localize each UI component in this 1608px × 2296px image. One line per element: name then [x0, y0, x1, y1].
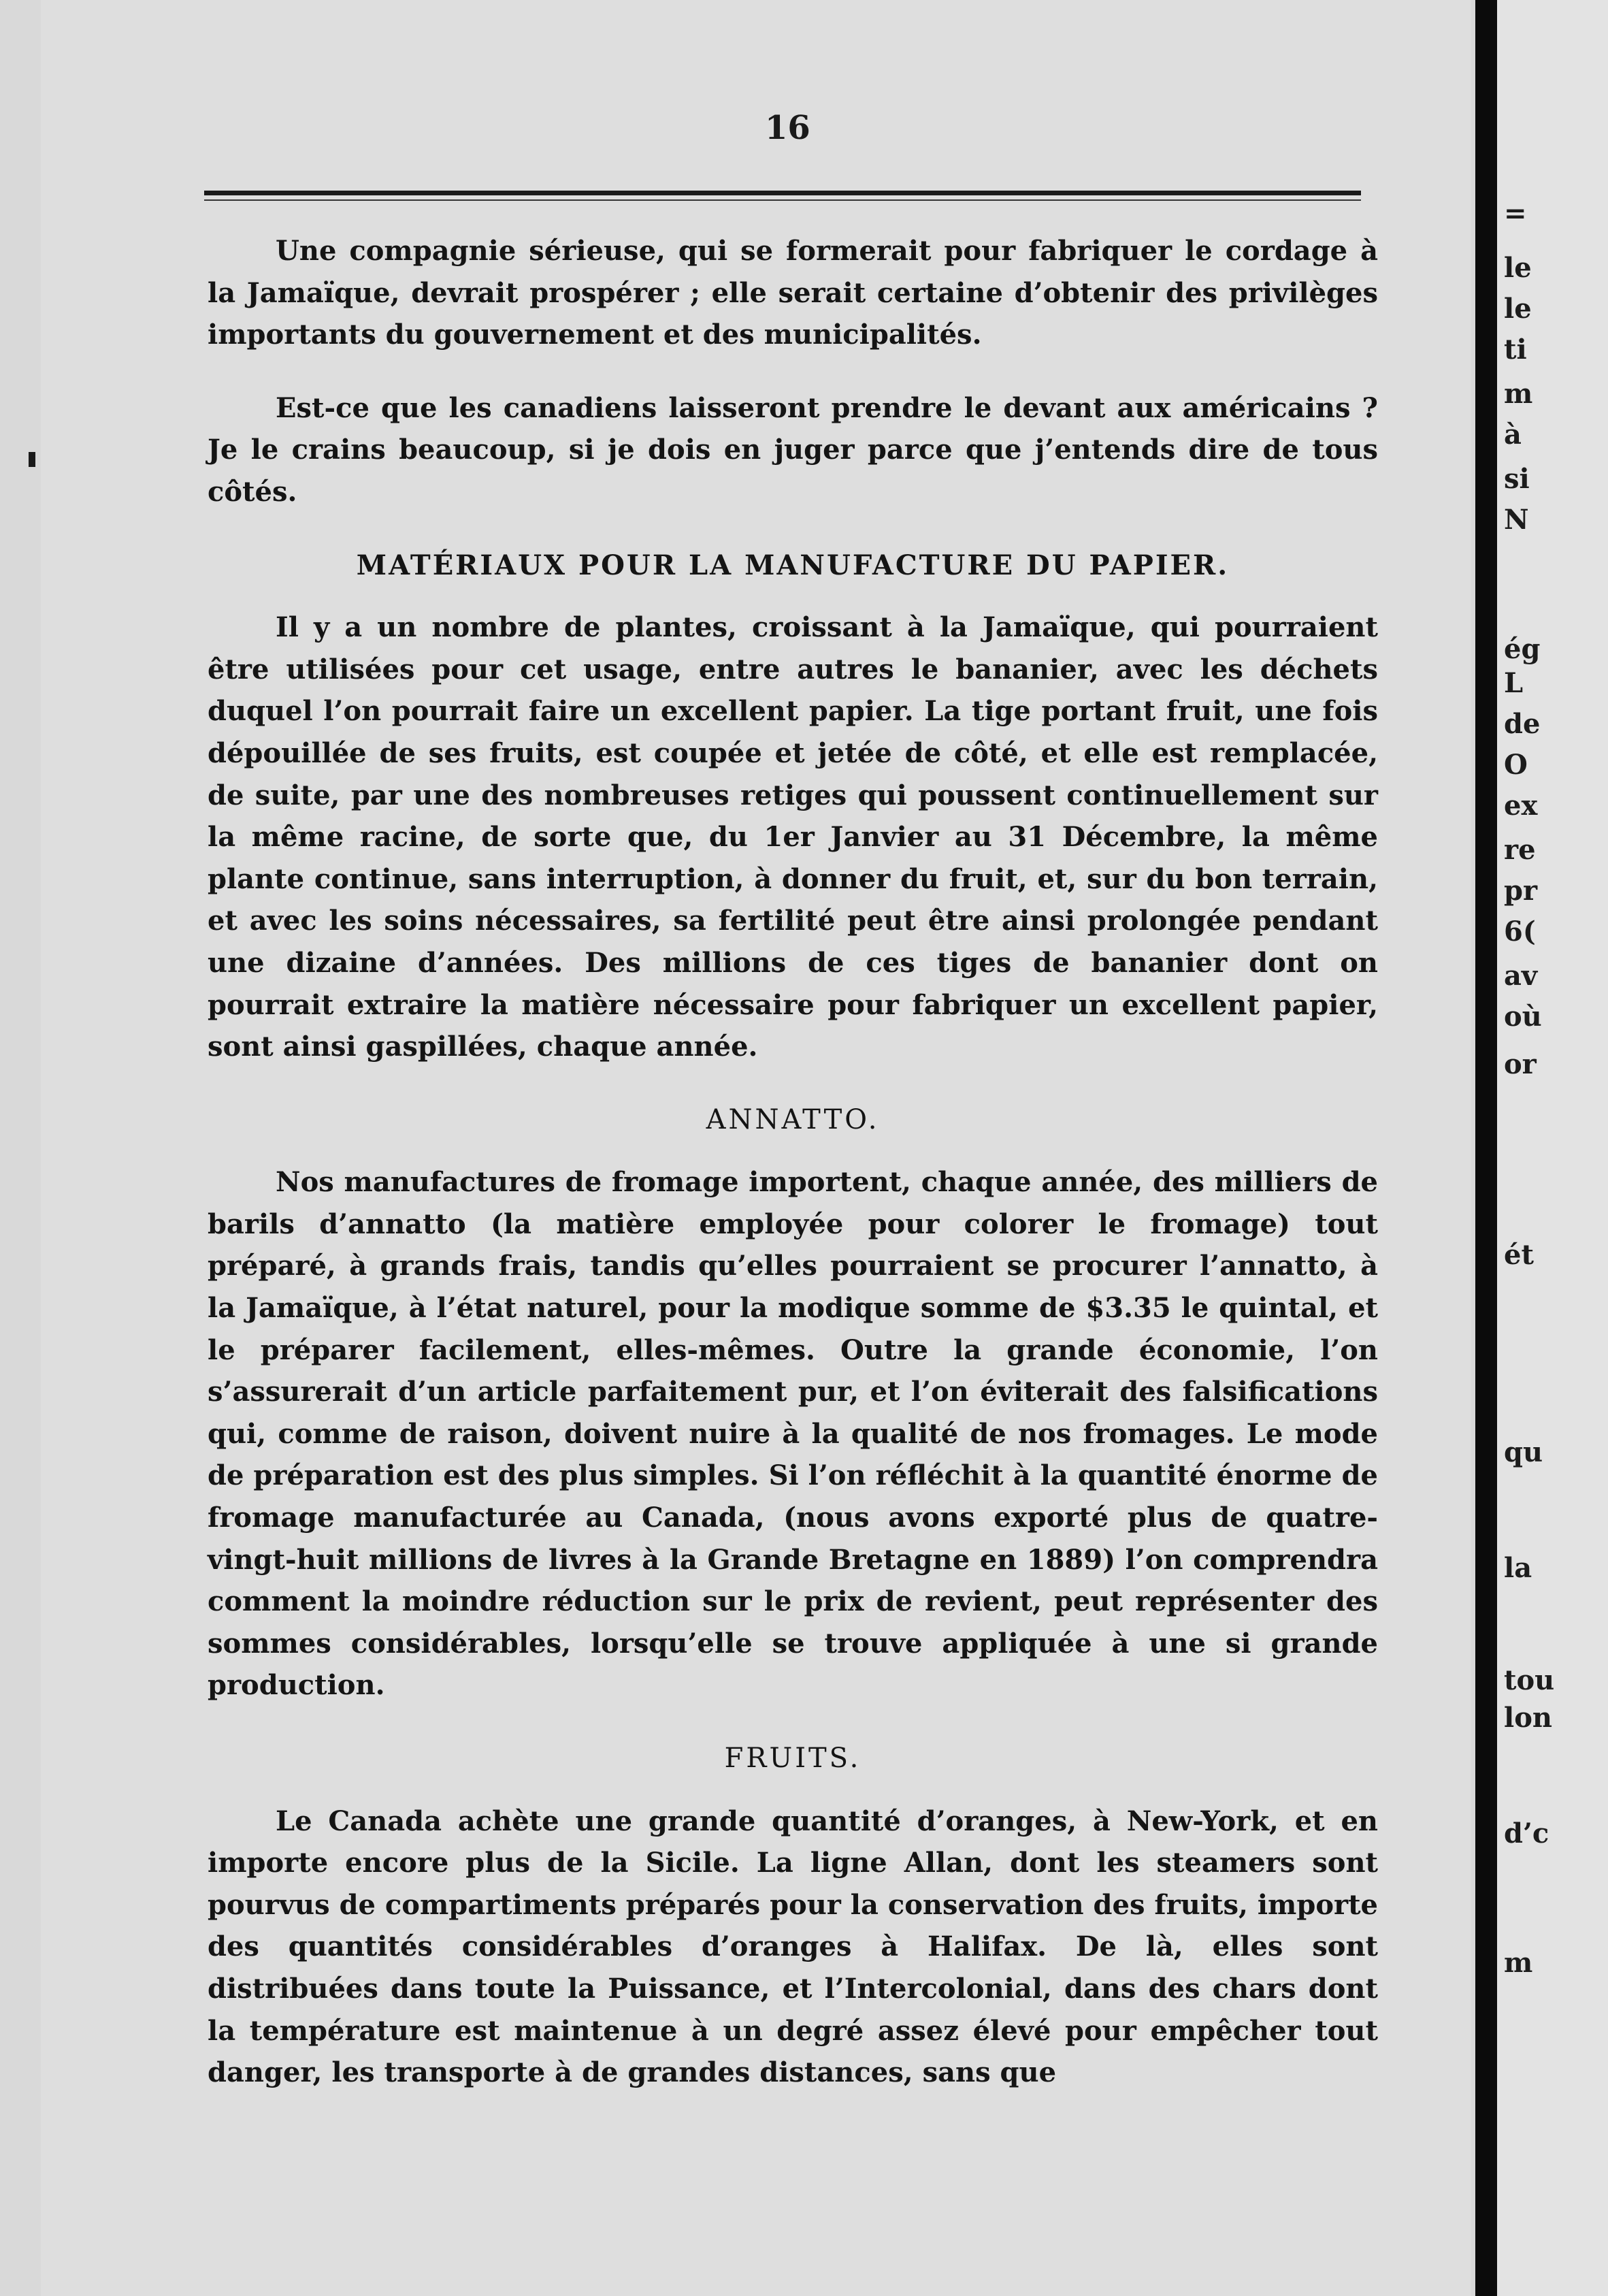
facing-page-fragment: à [1504, 419, 1522, 451]
facing-page-fragment: m [1504, 378, 1533, 410]
page-number: 16 [765, 109, 810, 147]
facing-page-fragment: N [1504, 504, 1529, 536]
section-heading: FRUITS. [724, 1743, 862, 1774]
facing-page-fragment: qu [1504, 1436, 1543, 1468]
facing-page-fragment: tou [1504, 1664, 1555, 1696]
facing-page-fragment: ég [1504, 633, 1541, 665]
facing-page-fragment: d’c [1504, 1817, 1549, 1849]
facing-page-fragment: L [1504, 667, 1524, 699]
facing-page-fragment: ti [1504, 334, 1527, 366]
facing-page-fragment: le [1504, 252, 1532, 284]
facing-page-fragment: ét [1504, 1239, 1534, 1271]
facing-page-edge [1497, 0, 1608, 2296]
facing-page-fragment: m [1504, 1947, 1533, 1979]
facing-page-fragment: ex [1504, 790, 1538, 822]
section-heading: ANNATTO. [706, 1103, 880, 1135]
facing-page-fragment: lon [1504, 1702, 1552, 1734]
paragraph: Il y a un nombre de plantes, croissant à la Jamaïque, qui pourraient être utilisées pour cet usage, entre autres le bananier, avec les déchets duquel l’on pourrait faire un excellent papier. La tige portant fruit, une fois dépouillée de ses fruits, est coupée et jetée de côté, et elle est remplacée, de suite, par une des nombreuses retiges qui poussent continuellement sur la même racine, de sorte que, du 1er Janvier au 31 Décembre, la même plante continue, sans interruption, à donner du fruit, et, sur du bon terrain, et avec les soins nécessaires, sa fertilité peut être ainsi prolongée pendant une dizaine d’années. Des millions de ces tiges de bananier dont on pourrait extraire la matière nécessaire pour fabriquer un excellent papier, sont ainsi gaspillées, chaque année. [208, 611, 1378, 1063]
paragraph: Est-ce que les canadiens laisseront prendre le devant aux américains ? Je le crains beaucoup, si je dois en juger parce que j’entends dire de tous côtés. [208, 391, 1378, 508]
header-rule-thin [204, 199, 1361, 201]
facing-page-fragment: 6( [1504, 916, 1536, 948]
paragraph: Le Canada achète une grande quantité d’oranges, à New-York, et en importe encore plus de la Sicile. La ligne Allan, dont les steamers sont pourvus de compartiments préparés pour la conservation des fruits, importe des quantités considérables d’oranges à Halifax. De là, elles sont distribuées dans toute la Puissance, et l’Intercolonial, dans des chars dont la température est maintenue à un degré assez élevé pour empêcher tout danger, les transporte à de grandes distances, sans que [208, 1805, 1378, 2089]
body-text [208, 230, 1378, 2125]
facing-page-fragment: si [1504, 463, 1530, 495]
facing-page-fragment: où [1504, 1001, 1542, 1033]
page-gutter [1475, 0, 1497, 2296]
facing-page-fragment: O [1504, 749, 1528, 781]
facing-page-fragment: de [1504, 708, 1541, 740]
facing-page-fragment: av [1504, 960, 1538, 992]
paragraph: Nos manufactures de fromage importent, chaque année, des milliers de barils d’annatto (la matière employée pour colorer le fromage) tout préparé, à grands frais, tandis qu’elles pourraient se procurer l’annatto, à la Jamaïque, à l’état naturel, pour la modique somme de $3.35 le quintal, et le préparer facilement, elles-mêmes. Outre la grande économie, l’on s’assurerait d’un article parfaitement pur, et l’on éviterait des falsifications qui, comme de raison, doivent nuire à la qualité de nos fromages. Le mode de préparation est des plus simples. Si l’on réfléchit à la quantité énorme de fromage manufacturée au Canada, (nous avons exporté plus de quatre-vingt-huit millions de livres à la Grande Bretagne en 1889) l’on comprendra comment la moindre réduction sur le prix de revient, peut représenter des sommes considérables, lorsqu’elle se trouve appliquée à une si grande production. [208, 1166, 1378, 1702]
facing-page-fragment: = [1504, 197, 1527, 229]
facing-page-fragment: re [1504, 834, 1536, 866]
facing-page-fragment: pr [1504, 875, 1538, 907]
facing-page-fragment: le [1504, 293, 1532, 325]
section-heading: MATÉRIAUX POUR LA MANUFACTURE DU PAPIER. [356, 549, 1230, 581]
facing-page-fragment: la [1504, 1552, 1532, 1584]
margin-mark [29, 452, 35, 467]
paragraph: Une compagnie sérieuse, qui se formerait pour fabriquer le cordage à la Jamaïque, devrait prospérer ; elle serait certaine d’obtenir des privilèges importants du gouvernement et des municipalités. [208, 235, 1378, 351]
header-rule [204, 191, 1361, 195]
facing-page-fragment: or [1504, 1048, 1537, 1080]
